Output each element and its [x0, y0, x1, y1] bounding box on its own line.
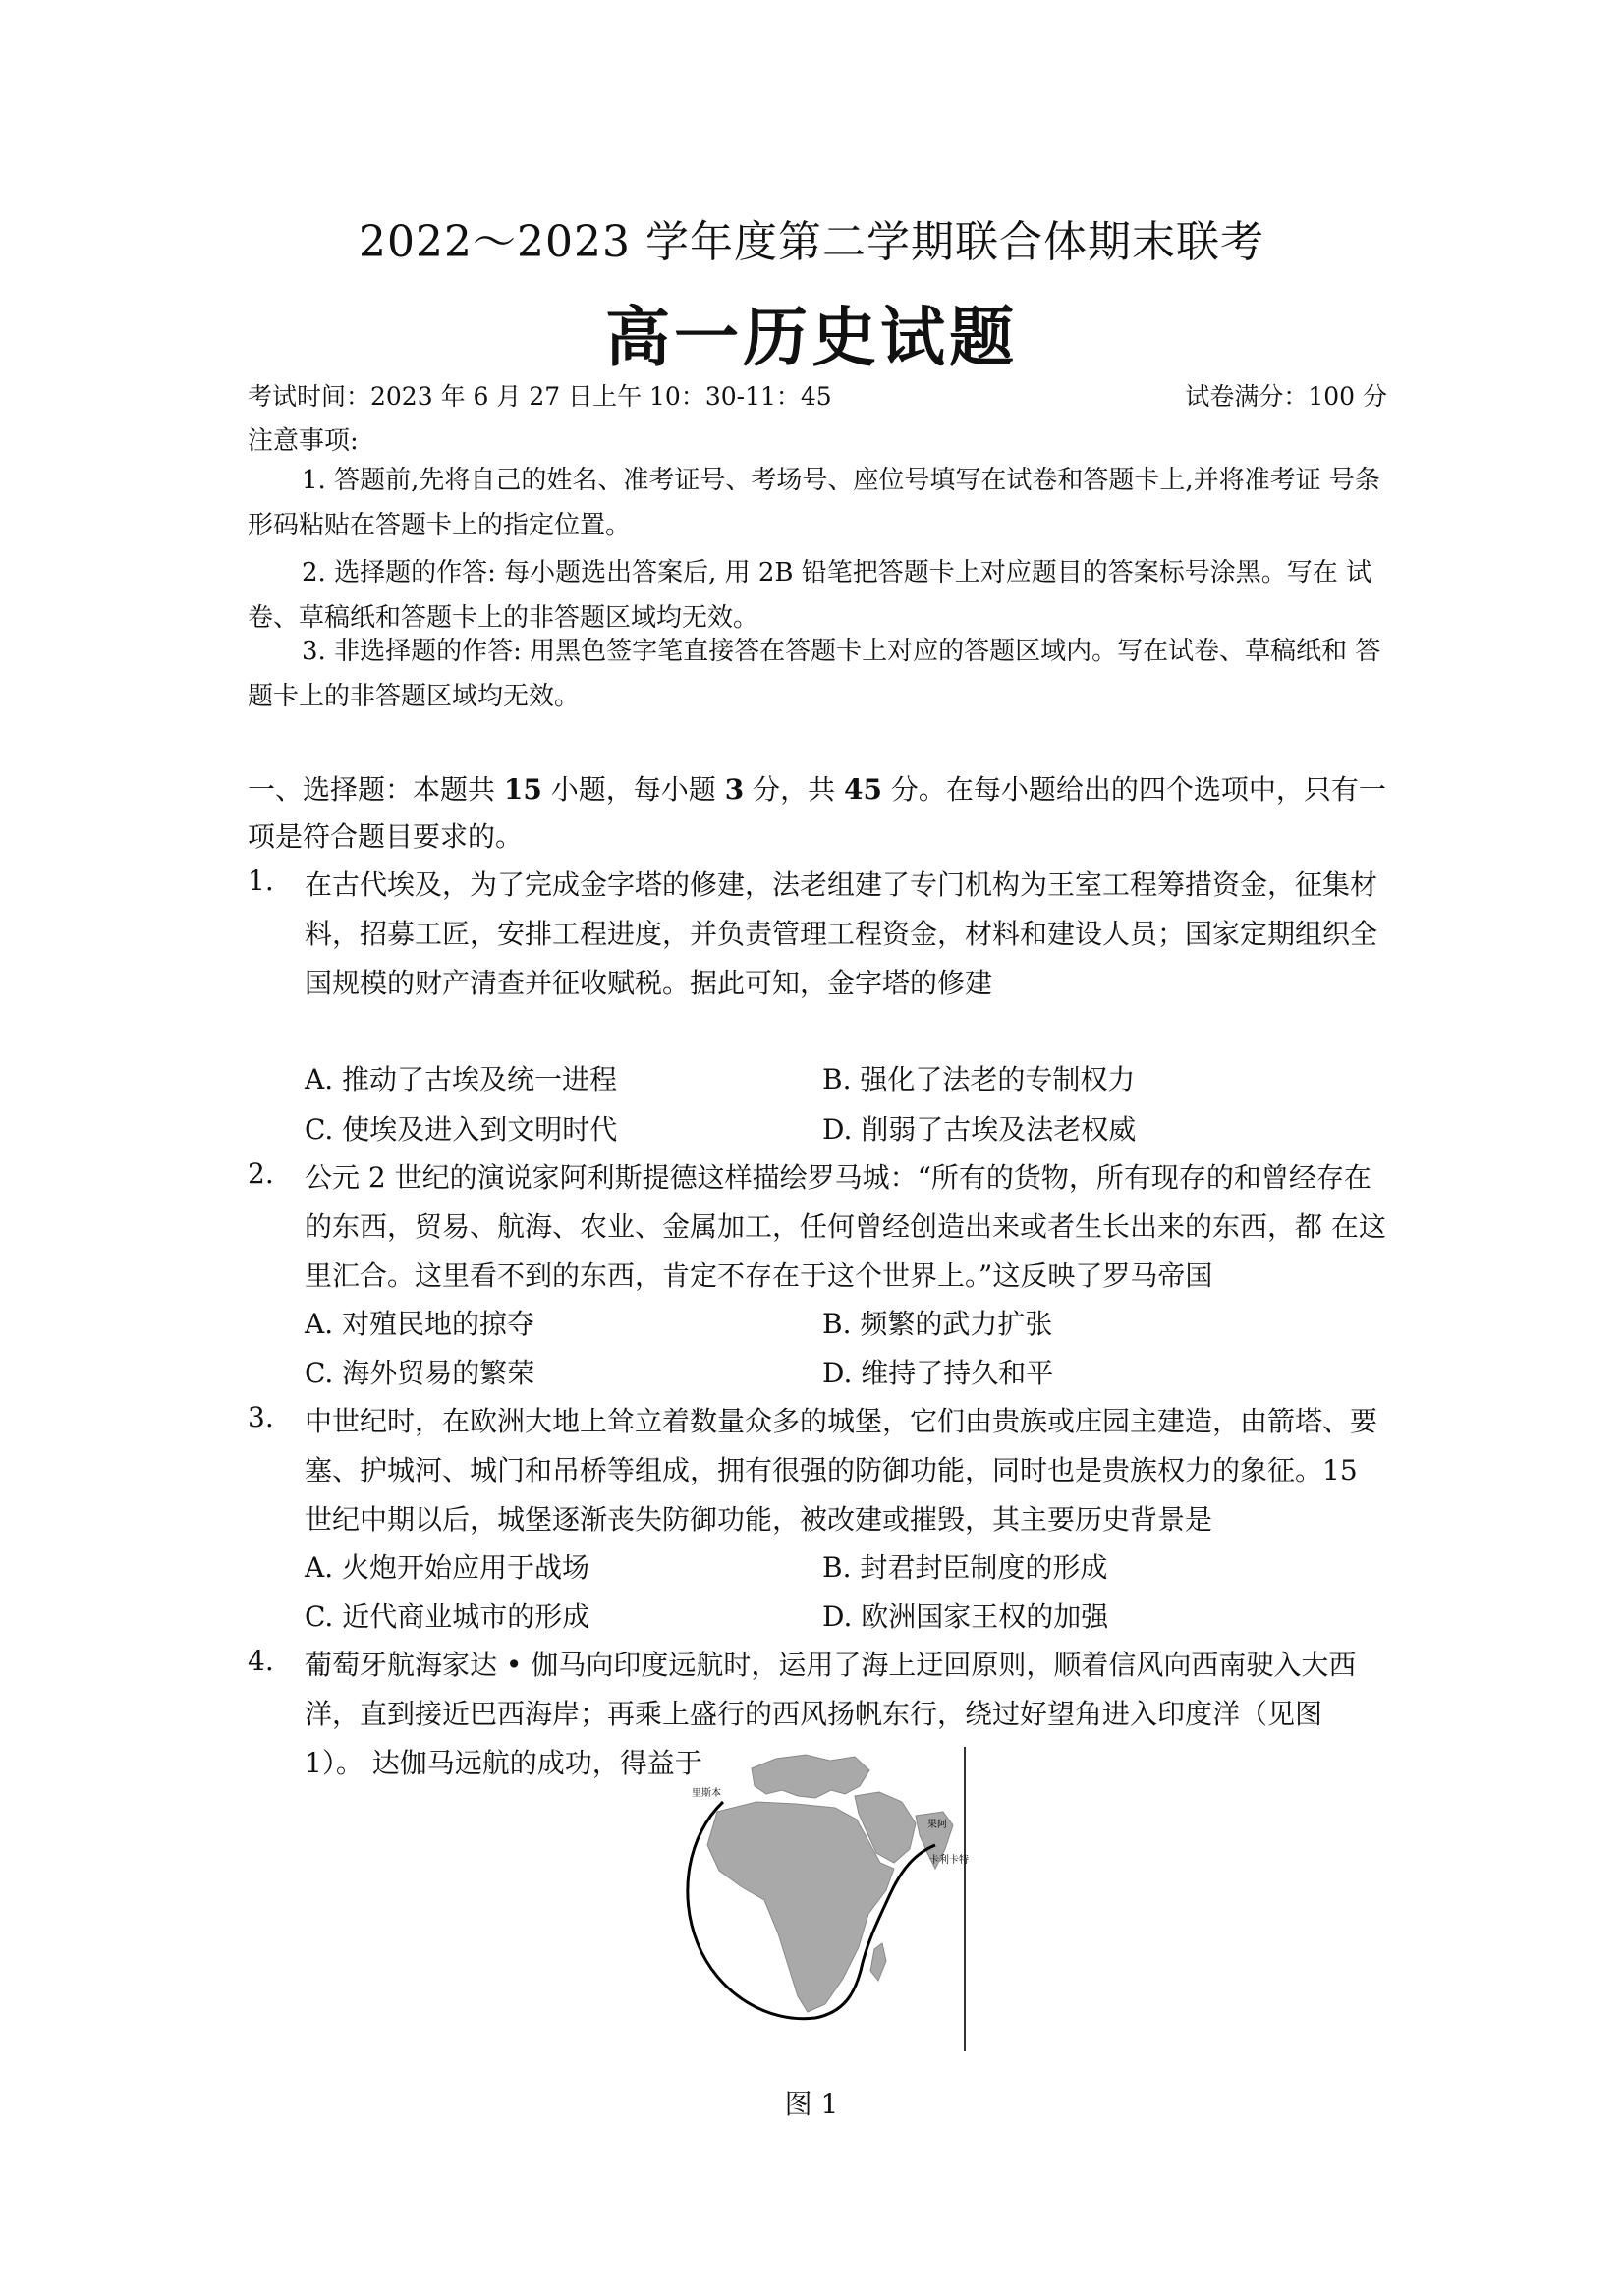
- question-number: 4.: [248, 1645, 274, 1677]
- map-label-lisbon: 里斯本: [692, 1788, 721, 1799]
- figure-caption: 图 1: [784, 2088, 839, 2120]
- option-b: B. 强化了法老的专制权力: [822, 1063, 1136, 1095]
- map-label-goa: 果阿: [927, 1820, 947, 1830]
- madagascar-landmass: [870, 1943, 886, 1981]
- question-number: 3.: [248, 1401, 274, 1433]
- option-c: C. 使埃及进入到文明时代: [305, 1113, 618, 1146]
- note-item: 1. 答题前,先将自己的姓名、准考证号、考场号、座位号填写在试卷和答题卡上,并将准考证 号条形码粘贴在答题卡上的指定位置。: [248, 466, 1380, 540]
- europe-landmass: [752, 1755, 869, 1798]
- option-b: B. 封君封臣制度的形成: [822, 1551, 1108, 1584]
- question-number: 2.: [248, 1157, 274, 1190]
- note-item: 3. 非选择题的作答: 用黑色签字笔直接答在答题卡上对应的答题区域内。写在试卷、草稿纸和 答题卡上的非答题区域均无效。: [248, 637, 1381, 711]
- section-heading-text: 分，共: [744, 773, 844, 806]
- africa-landmass: [707, 1802, 894, 2012]
- option-b: B. 频繁的武力扩张: [822, 1308, 1053, 1340]
- map-label-calicut: 卡利卡特: [929, 1855, 969, 1866]
- section-heading: [248, 766, 1389, 861]
- option-a: A. 推动了古埃及统一进程: [305, 1063, 618, 1095]
- question-stem: 中世纪时，在欧洲大地上耸立着数量众多的城堡，它们由贵族或庄园主建造，由箭塔、要塞、护城河、城门和吊桥等组成，拥有很强的防御功能，同时也是贵族权力的象征。15 世纪中期以后，城堡逐渐丧失防御功能，被改建或摧毁，其主要历史背景是: [305, 1405, 1378, 1536]
- exam-title: 2022～2023 学年度第二学期联合体期末联考: [359, 217, 1264, 267]
- full-score: 试卷满分：100 分: [1185, 382, 1387, 411]
- subject-title: 高一历史试题: [605, 300, 1018, 375]
- question-stem: 公元 2 世纪的演说家阿利斯提德这样描绘罗马城：“所有的货物，所有现存的和曾经存在的东西，贸易、航海、农业、金属加工，任何曾经创造出来或者生长出来的东西，都 在这里汇合。这里看不到的东西，肯定不存在于这个世界上。”这反映了罗马帝国: [305, 1161, 1386, 1292]
- section-heading-text: 一、选择题：本题共: [248, 773, 504, 806]
- option-d: D. 削弱了古埃及法老权威: [822, 1113, 1137, 1146]
- africa-route-map: [658, 1747, 973, 2051]
- option-c: C. 近代商业城市的形成: [305, 1600, 590, 1633]
- exam-meta-row: [248, 377, 1387, 417]
- note-item: 2. 选择题的作答: 每小题选出答案后, 用 2B 铅笔把答题卡上对应题目的答案标号涂黑。写在 试卷、草稿纸和答题卡上的非答题区域均无效。: [248, 558, 1372, 633]
- points-total: 45: [843, 773, 882, 806]
- question-stem: 葡萄牙航海家达 • 伽马向印度远航时，运用了海上迂回原则，顺着信风向西南驶入大西洋，直到接近巴西海岸；再乘上盛行的西风扬帆东行，绕过好望角进入印度洋（见图 1）。 达伽马远航的成功，得益于: [305, 1649, 1357, 1779]
- question-count: 15: [503, 773, 542, 806]
- section-heading-text: 小题，每小题: [541, 773, 725, 806]
- option-d: D. 维持了持久和平: [822, 1357, 1054, 1389]
- notes-heading: 注意事项:: [248, 426, 359, 456]
- section-heading-text: 分。在每小题给出的四个选项中，只有一项是符合题目要求的。: [248, 773, 1386, 853]
- option-c: C. 海外贸易的繁荣: [305, 1357, 535, 1389]
- question-number: 1.: [248, 865, 274, 897]
- option-a: A. 对殖民地的掠夺: [305, 1308, 535, 1340]
- question-stem: 在古代埃及，为了完成金字塔的修建，法老组建了专门机构为王室工程筹措资金，征集材料，招募工匠，安排工程进度，并负责管理工程资金，材料和建设人员；国家定期组织全国规模的财产清查并征收赋税。据此可知，金字塔的修建: [305, 868, 1378, 999]
- points-each: 3: [724, 773, 745, 806]
- option-a: A. 火炮开始应用于战场: [305, 1551, 590, 1584]
- route-map-figure: [658, 1747, 973, 2051]
- exam-time: 考试时间：2023 年 6 月 27 日上午 10：30-11：45: [248, 382, 832, 411]
- option-d: D. 欧洲国家王权的加强: [822, 1600, 1109, 1633]
